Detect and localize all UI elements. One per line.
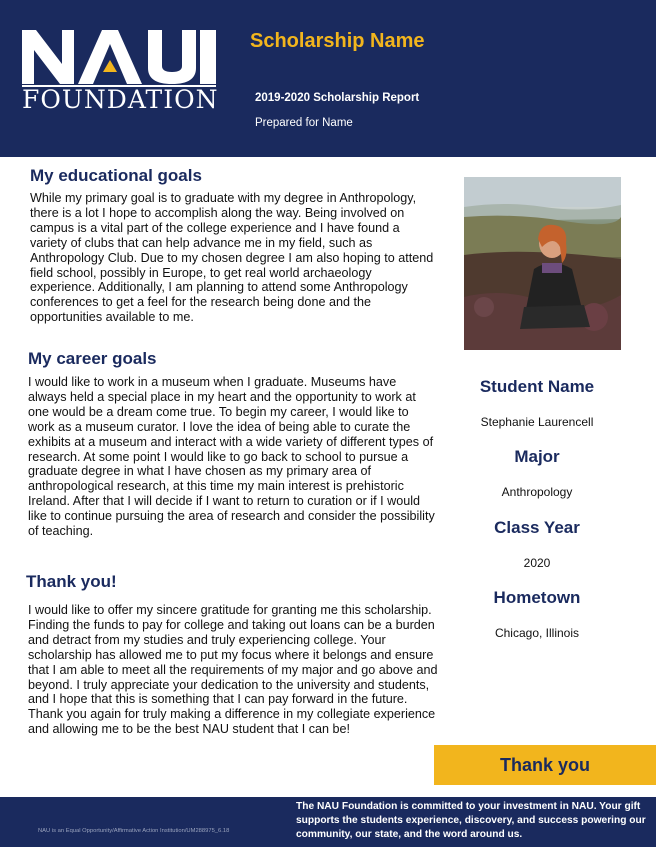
- text-line: there is a lot I hope to accomplish along the way. Being involved on: [30, 205, 405, 220]
- prepared-for: Prepared for Name: [255, 117, 353, 129]
- thank-you-text: [28, 603, 453, 737]
- text-line: I would like to offer my sincere gratitude for granting me this scholarship.: [28, 603, 432, 617]
- text-line: always held a special place in my heart and the opportunity to work at: [28, 389, 416, 404]
- text-line: Finding the funds to pay for college and taking out loans can be a burden: [28, 617, 435, 632]
- footer-banner: [0, 797, 656, 847]
- hometown-value: Chicago, Illinois: [494, 626, 580, 640]
- educational-goals-heading: My educational goals: [30, 166, 202, 185]
- text-line: like to continue pursuing the area of research and consider the possibility: [28, 509, 435, 524]
- text-line: work as a museum curator. I love the idea of being able to curate the: [28, 419, 411, 434]
- student-photo-illustration: [464, 177, 621, 350]
- career-goals-heading: My career goals: [28, 349, 157, 368]
- text-line: campus is a vital part of the college experience and I have found a: [30, 220, 400, 235]
- text-line: of teaching.: [28, 524, 94, 539]
- thank-you-banner: Thank you: [434, 745, 656, 785]
- major-label: Major: [514, 447, 560, 466]
- text-line: and detract from my studies and truly experiencing college. Your: [28, 632, 386, 647]
- student-name-label: Student Name: [479, 377, 595, 396]
- text-line: experience. Additionally, I am planning to attend some Anthropology: [30, 280, 408, 295]
- student-name-value: Stephanie Laurencell: [480, 415, 594, 429]
- logo-foundation-text: FOUNDATION: [22, 85, 219, 114]
- text-line: Anthropology Club. Due to my chosen degree I am also hoping to attend: [30, 250, 434, 265]
- hometown-label: Hometown: [493, 588, 581, 607]
- text-line: that I am able to meet all the requirements of my major and go above and: [28, 662, 438, 677]
- text-line: Thank you again for truly making a difference in my collegiate experience: [28, 707, 436, 722]
- text-line: scholarship has allowed me to put my focus where it belongs and ensure: [28, 647, 434, 662]
- nau-logo-mark: [22, 30, 222, 84]
- text-line: conferences to get a feel for the research being done and the: [30, 295, 371, 310]
- text-line: beyond. I truly appreciate your dedication to the university and students,: [28, 677, 430, 692]
- footer-fine-print: NAU is an Equal Opportunity/Affirmative Action Institution/UM288975_6.18: [38, 828, 230, 834]
- text-line: anthropological research, at this time my main interest is prehistoric: [28, 479, 404, 494]
- text-line: variety of clubs that can help advance me in my field, such as: [30, 235, 373, 250]
- footer-line: community, our state, and the word around us.: [296, 828, 523, 840]
- text-line: I would like to work in a museum when I graduate. Museums have: [28, 375, 397, 389]
- footer-line: The NAU Foundation is committed to your investment in NAU. Your gift: [296, 801, 641, 812]
- footer-message: [296, 800, 646, 841]
- text-line: exhibits at a museum and interact with a wide variety of different types of: [28, 434, 434, 449]
- class-year-value: 2020: [523, 556, 551, 570]
- text-line: one would be a dream come true. To begin my career, I would like to: [28, 404, 409, 419]
- text-line: Ireland. After that I will decide if I want to return to curation or if I would: [28, 494, 420, 509]
- student-photo: [464, 177, 621, 350]
- educational-goals-text: [30, 191, 450, 325]
- major-value: Anthropology: [501, 485, 573, 499]
- career-goals-text: [28, 375, 448, 539]
- thank-you-heading: Thank you!: [26, 572, 117, 591]
- header-banner: [0, 0, 656, 157]
- nau-foundation-logo: [22, 30, 222, 120]
- scholarship-name: Scholarship Name: [250, 30, 425, 52]
- text-line: research. At some point I would like to go back to school to pursue a: [28, 449, 409, 464]
- text-line: While my primary goal is to graduate with my degree in Anthropology,: [30, 191, 417, 205]
- text-line: graduate degree in what I have chosen as my primary area of: [28, 464, 372, 479]
- footer-line: supports the students experience, discovery, and success powering our: [296, 814, 646, 826]
- class-year-label: Class Year: [494, 518, 580, 537]
- text-line: opportunities available to me.: [30, 310, 194, 325]
- text-line: and I hope that this is something that I can pay forward in the future.: [28, 692, 408, 707]
- report-title: 2019-2020 Scholarship Report: [255, 92, 420, 104]
- text-line: field school, possibly in Europe, to get real world archaeology: [30, 265, 372, 280]
- text-line: and allowing me to be the best NAU student that I can be!: [28, 722, 351, 737]
